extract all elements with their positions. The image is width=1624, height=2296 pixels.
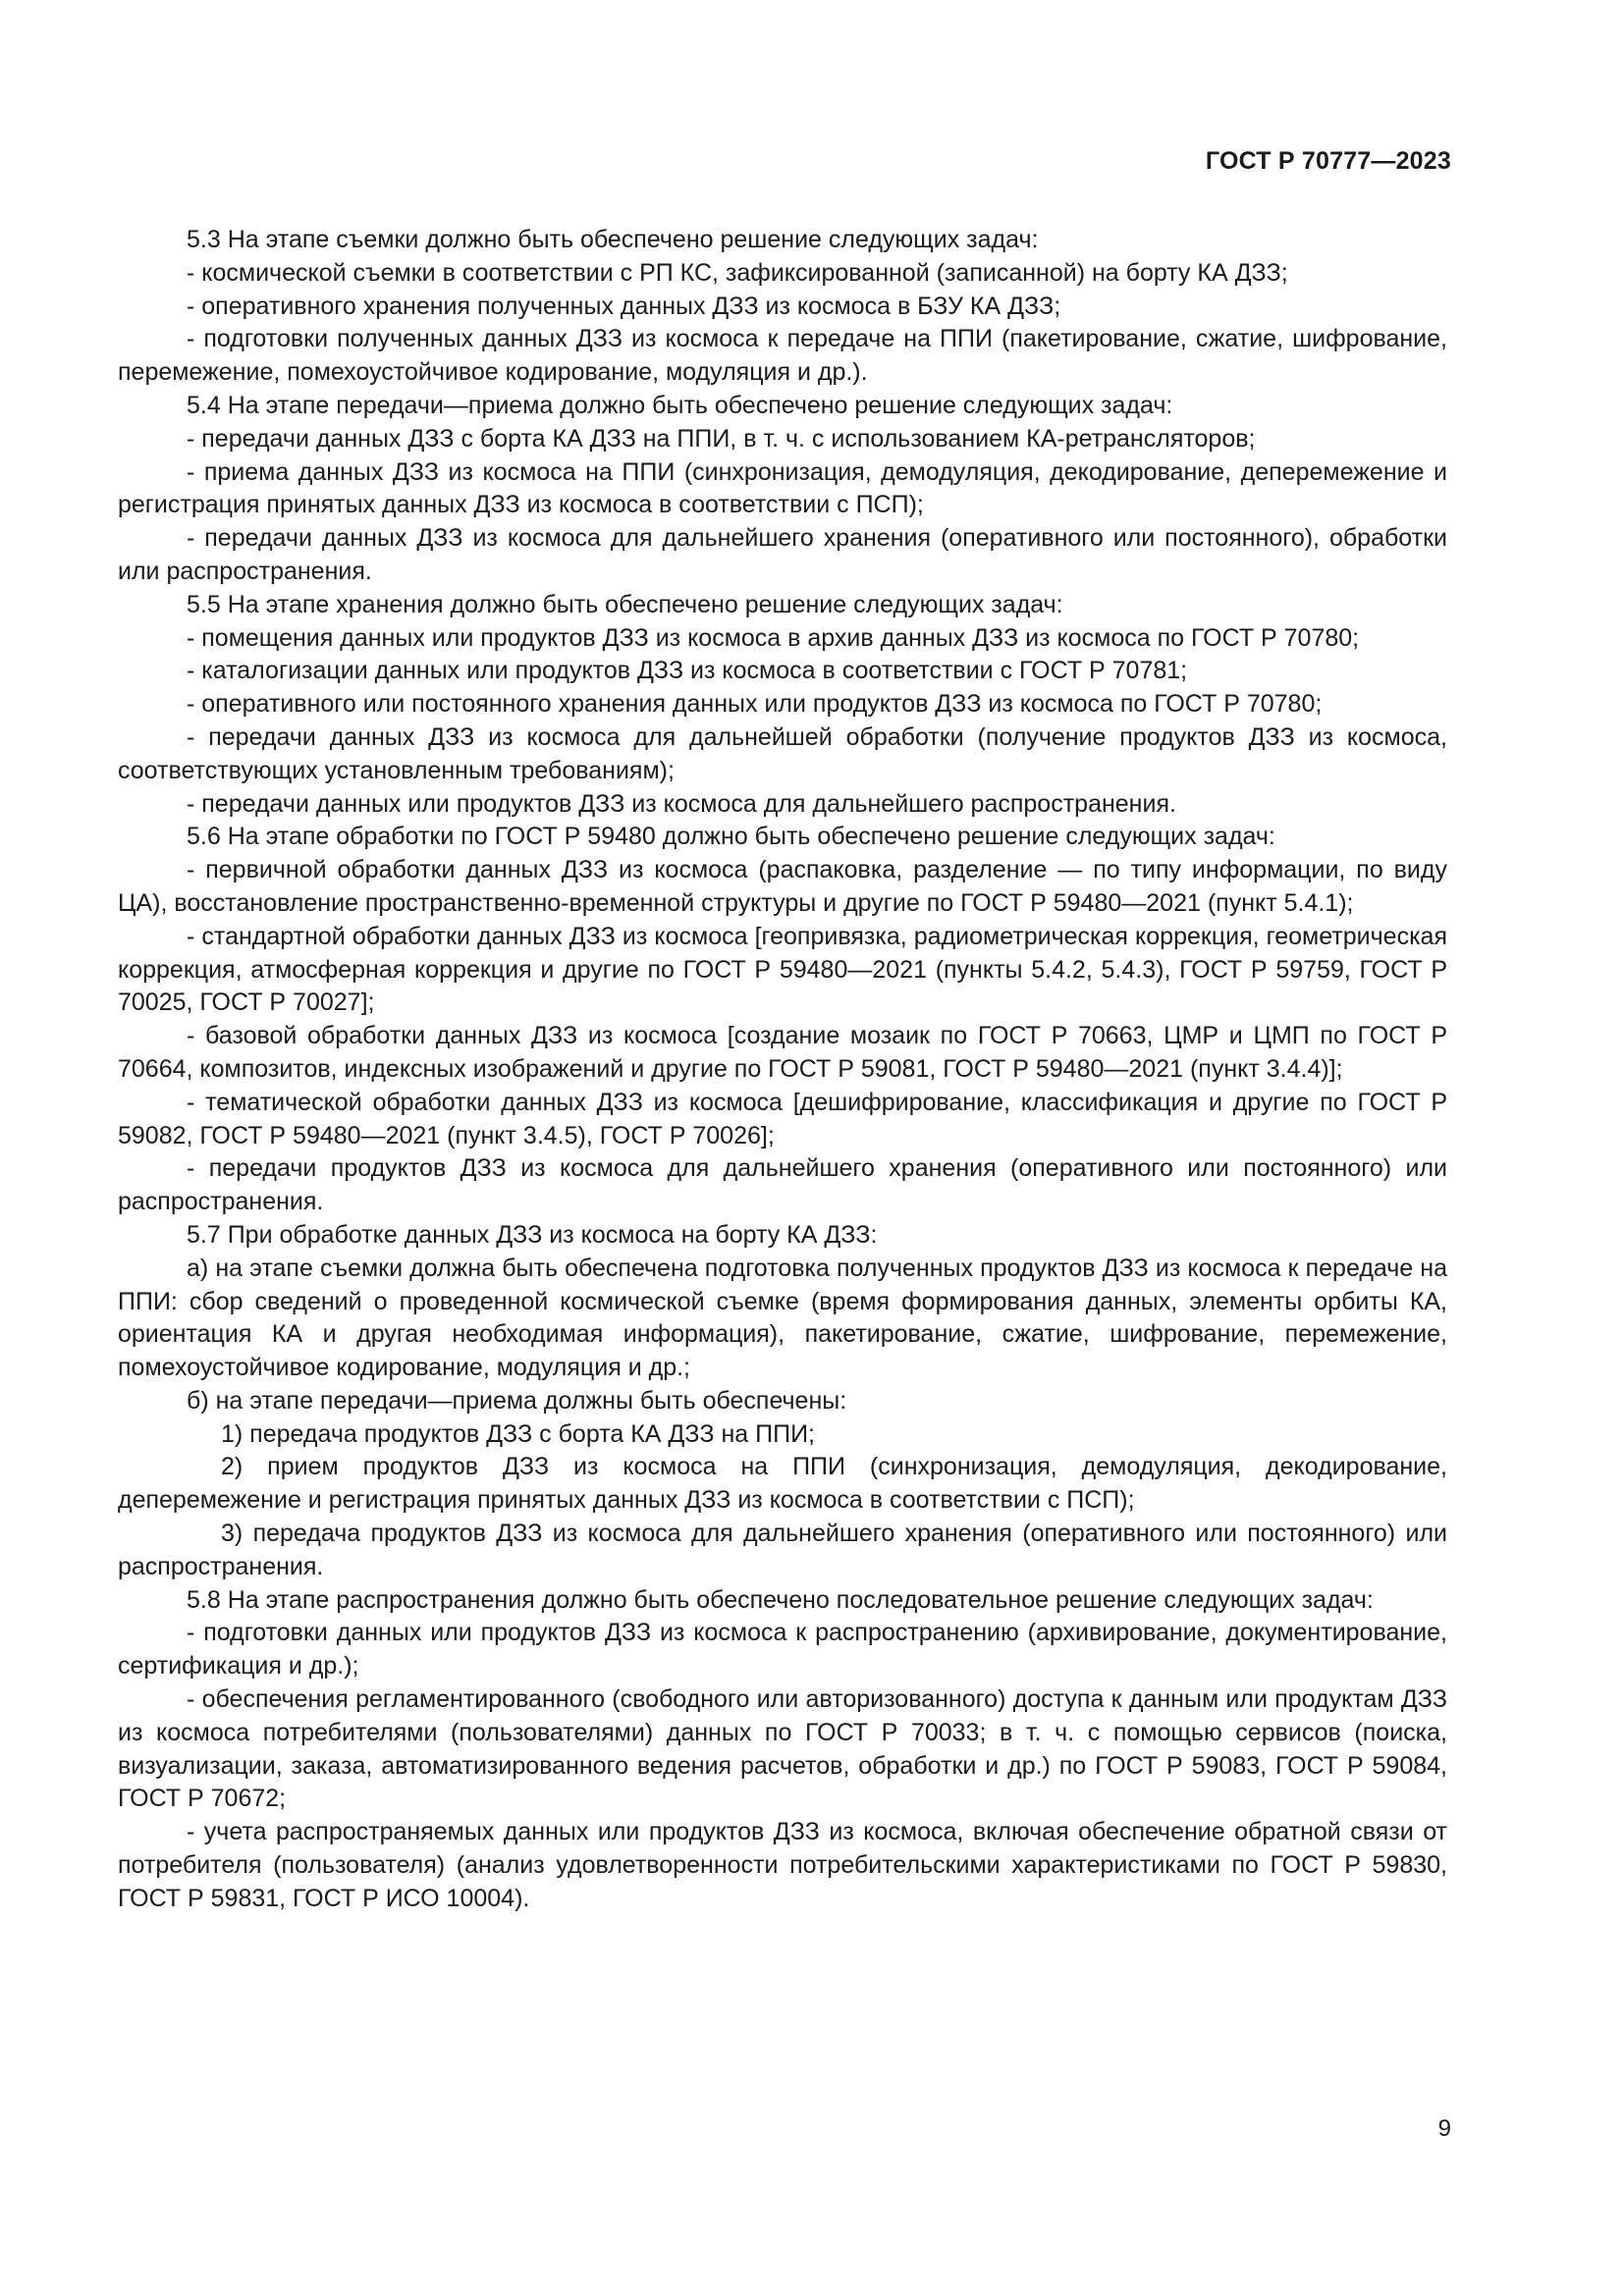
paragraph: - оперативного или постоянного хранения данных или продуктов ДЗЗ из космоса по ГОСТ Р 70780; bbox=[187, 690, 1323, 719]
paragraph: 1) передача продуктов ДЗЗ с борта КА ДЗЗ на ППИ; bbox=[221, 1419, 815, 1448]
paragraph: - оперативного хранения полученных данных ДЗЗ из космоса в БЗУ КА ДЗЗ; bbox=[187, 292, 1061, 320]
paragraph: 5.6 На этапе обработки по ГОСТ Р 59480 должно быть обеспечено решение следующих задач: bbox=[187, 823, 1275, 851]
paragraph: - передачи данных ДЗЗ из космоса для дальнейшей обработки (получение продуктов ДЗЗ из космоса, соответствующих установленным требованиям); bbox=[118, 722, 1447, 784]
paragraph: - передачи данных или продуктов ДЗЗ из космоса для дальнейшего распространения. bbox=[187, 789, 1176, 818]
paragraph: 3) передача продуктов ДЗЗ из космоса для дальнейшего хранения (оперативного или постоянного) или распространения. bbox=[118, 1520, 1447, 1580]
document-header-id: ГОСТ Р 70777—2023 bbox=[1205, 147, 1451, 175]
paragraph: 2) прием продуктов ДЗЗ из космоса на ППИ (синхронизация, демодуляция, декодирование, деперемежение и регистрация принятых данных ДЗЗ из космоса в соответствии с ПСП); bbox=[118, 1453, 1447, 1515]
paragraph: - приема данных ДЗЗ из космоса на ППИ (синхронизация, демодуляция, декодирование, деперемежение и регистрация принятых данных ДЗЗ из космоса в соответствии с ПСП); bbox=[118, 457, 1447, 519]
paragraph: - тематической обработки данных ДЗЗ из космоса [дешифрирование, классификация и другие по ГОСТ Р 59082, ГОСТ Р 59480—2021 (пункт 3.4.5), ГОСТ Р 70026]; bbox=[118, 1088, 1447, 1149]
paragraph: - космической съемки в соответствии с РП КС, зафиксированной (записанной) на борту КА ДЗЗ; bbox=[187, 258, 1288, 287]
paragraph: - каталогизации данных или продуктов ДЗЗ из космоса в соответствии с ГОСТ Р 70781; bbox=[187, 657, 1188, 685]
paragraph: - учета распространяемых данных или продуктов ДЗЗ из космоса, включая обеспечение обратной связи от потребителя (пользователя) (анализ удовлетворенности потребительскими характеристиками по ГОСТ Р 59830, ГОСТ Р 59831, ГОСТ Р ИСО 10004). bbox=[118, 1818, 1447, 1912]
document-body bbox=[118, 224, 1447, 1916]
paragraph: 5.8 На этапе распространения должно быть обеспечено последовательное решение следующих задач: bbox=[187, 1585, 1374, 1614]
paragraph: 5.3 На этапе съемки должно быть обеспечено решение следующих задач: bbox=[187, 226, 1039, 253]
paragraph: - первичной обработки данных ДЗЗ из космоса (распаковка, разделение — по типу информации, по виду ЦА), восстановление пространственно-временной структуры и другие по ГОСТ Р 59480—2021 (пункт 5.4.1); bbox=[118, 856, 1447, 917]
page-number: 9 bbox=[1437, 2115, 1451, 2142]
paragraph: - помещения данных или продуктов ДЗЗ из космоса в архив данных ДЗЗ из космоса по ГОСТ Р 70780; bbox=[187, 623, 1360, 652]
paragraph: 5.4 На этапе передачи—приема должно быть обеспечено решение следующих задач: bbox=[187, 391, 1173, 419]
paragraph: - подготовки полученных данных ДЗЗ из космоса к передаче на ППИ (пакетирование, сжатие, шифрование, перемежение, помехоустойчивое кодирование, модуляция и др.). bbox=[118, 325, 1447, 387]
paragraph: - базовой обработки данных ДЗЗ из космоса [создание мозаик по ГОСТ Р 70663, ЦМР и ЦМП по ГОСТ Р 70664, композитов, индексных изображений и другие по ГОСТ Р 59081, ГОСТ Р 59480—2021 (пункт 3.4.4)]; bbox=[118, 1022, 1447, 1083]
paragraph: - стандартной обработки данных ДЗЗ из космоса [геопривязка, радиометрическая коррекция, геометрическая коррекция, атмосферная коррекция и другие по ГОСТ Р 59480—2021 (пункты 5.4.2, 5.4.3), ГОСТ Р 59759, ГОСТ Р 70025, ГОСТ Р 70027]; bbox=[118, 922, 1447, 1017]
paragraph: - подготовки данных или продуктов ДЗЗ из космоса к распространению (архивирование, документирование, сертификация и др.); bbox=[118, 1619, 1447, 1681]
paragraph: 5.7 При обработке данных ДЗЗ из космоса на борту КА ДЗЗ: bbox=[187, 1220, 878, 1249]
paragraph: а) на этапе съемки должна быть обеспечена подготовка полученных продуктов ДЗЗ из космоса к передаче на ППИ: сбор сведений о проведенной космической съемке (время формирования данных, элементы орбиты КА, ориентация КА и другая необходимая информация), пакетирование, сжатие, шифрование, перемежение, помехоустойчивое кодирование, модуляция и др.; bbox=[118, 1254, 1447, 1382]
paragraph: - передачи продуктов ДЗЗ из космоса для дальнейшего хранения (оперативного или постоянного) или распространения. bbox=[118, 1154, 1447, 1216]
paragraph: - передачи данных ДЗЗ с борта КА ДЗЗ на ППИ, в т. ч. с использованием КА-ретрансляторов; bbox=[187, 424, 1256, 453]
paragraph: б) на этапе передачи—приема должны быть обеспечены: bbox=[187, 1386, 847, 1415]
paragraph: - обеспечения регламентированного (свободного или авторизованного) доступа к данным или продуктам ДЗЗ из космоса потребителями (пользователями) данных по ГОСТ Р 70033; в т. ч. с помощью сервисов (поиска, визуализации, заказа, автоматизированного ведения расчетов, обработки и др.) по ГОСТ Р 59083, ГОСТ Р 59084, ГОСТ Р 70672; bbox=[118, 1685, 1447, 1813]
paragraph: 5.5 На этапе хранения должно быть обеспечено решение следующих задач: bbox=[187, 590, 1063, 618]
paragraph: - передачи данных ДЗЗ из космоса для дальнейшего хранения (оперативного или постоянного), обработки или распространения. bbox=[118, 524, 1447, 585]
